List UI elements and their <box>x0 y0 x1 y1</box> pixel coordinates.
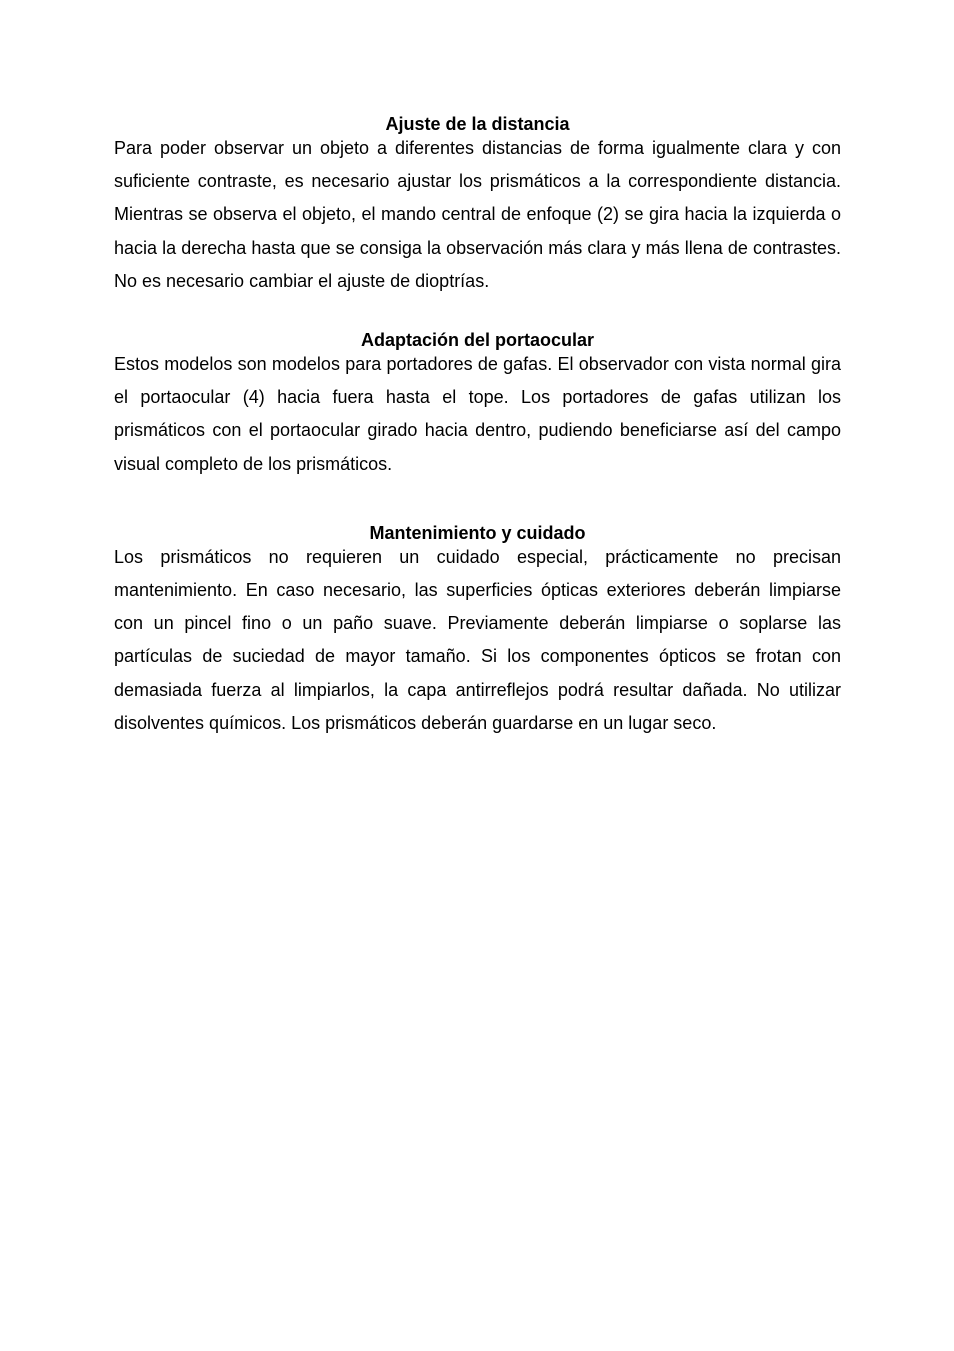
section-distance-adjustment <box>114 114 841 298</box>
section-paragraph: Estos modelos son modelos para portadores de gafas. El observador con vista normal gira el portaocular (4) hacia fuera hasta el tope. Los portadores de gafas utilizan los prismáticos con el portaocular girado hacia dentro, pudiendo beneficiarse así del campo visual completo de los prismáticos. <box>114 354 841 474</box>
section-title: Mantenimiento y cuidado <box>369 522 586 543</box>
section-paragraph: Los prismáticos no requieren un cuidado especial, prácticamente no precisan mantenimiento. En caso necesario, las superficies ópticas exteriores deberán limpiarse con un pincel fino o un paño suave. Previamente deberán limpiarse o soplarse las partículas de suciedad de mayor tamaño. Si los componentes ópticos se frotan con demasiada fuerza al limpiarlos, la capa antirreflejos podrá resultar dañada. No utilizar disolventes químicos. Los prismáticos deberán guardarse en un lugar seco. <box>114 546 841 733</box>
section-title: Ajuste de la distancia <box>385 114 570 134</box>
section-eyepiece-adaptation <box>114 330 841 481</box>
document-page <box>114 114 841 740</box>
section-maintenance-care <box>114 523 841 740</box>
section-title: Adaptación del portaocular <box>360 330 595 351</box>
section-paragraph: Para poder observar un objeto a diferentes distancias de forma igualmente clara y con suficiente contraste, es necesario ajustar los prismáticos a la correspondiente distancia. Mientras se observa el objeto, el mando central de enfoque (2) se gira hacia la izquierda o hacia la derecha hasta que se consiga la observación más clara y más llena de contrastes. No es necesario cambiar el ajuste de dioptrías. <box>114 138 841 291</box>
